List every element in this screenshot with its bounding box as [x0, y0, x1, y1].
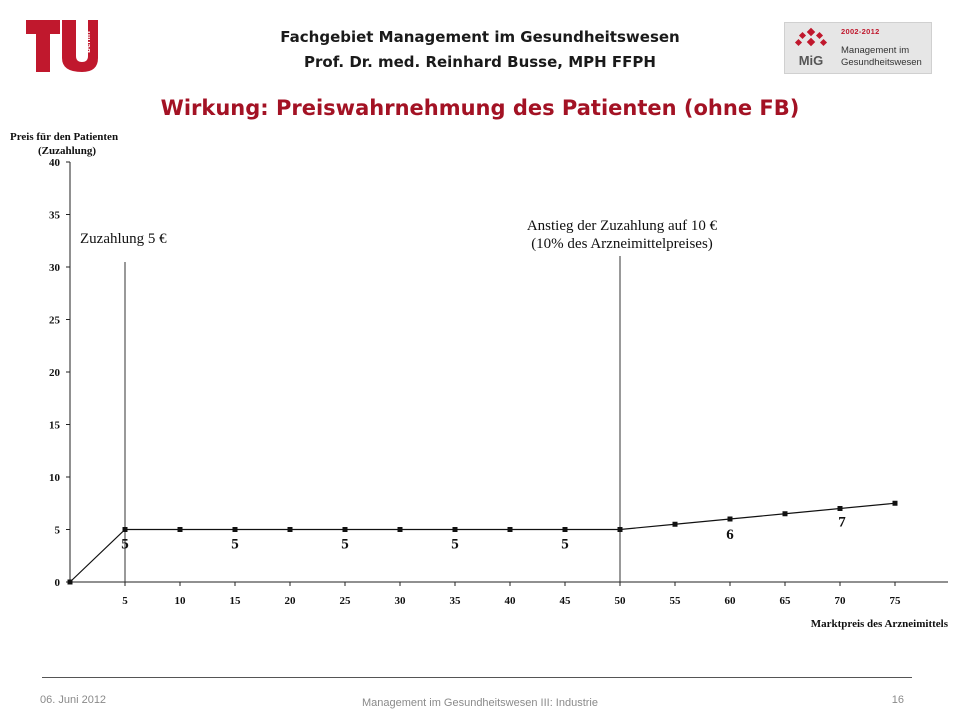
- data-point: [673, 522, 678, 527]
- data-point: [783, 511, 788, 516]
- annotation-text: (10% des Arzneimittelpreises): [531, 236, 713, 252]
- mig-logo: [784, 22, 932, 74]
- data-point: [68, 580, 73, 585]
- x-tick-label: 60: [724, 595, 736, 607]
- y-axis-title: Preis für den Patienten: [10, 131, 119, 143]
- x-tick-label: 35: [449, 595, 461, 607]
- data-point: [398, 527, 403, 532]
- data-label: 6: [726, 527, 734, 543]
- x-tick-label: 55: [669, 595, 681, 607]
- x-tick-label: 50: [614, 595, 626, 607]
- data-point: [123, 527, 128, 532]
- tu-berlin-logo: [24, 16, 100, 74]
- y-tick-label: 25: [49, 314, 60, 327]
- tu-logo-text: berlin: [83, 31, 92, 53]
- footer-divider: [42, 677, 912, 678]
- annotation-text: Anstieg der Zuzahlung auf 10 €: [526, 218, 718, 234]
- data-label: 5: [561, 536, 569, 553]
- x-axis-title: Marktpreis des Arzneimittels: [810, 618, 948, 630]
- data-point: [508, 527, 513, 532]
- data-point: [618, 527, 623, 532]
- data-point: [563, 527, 568, 532]
- x-tick-label: 30: [394, 595, 406, 607]
- footer-date: 06. Juni 2012: [40, 694, 107, 706]
- x-tick-label: 20: [284, 595, 296, 607]
- data-point: [728, 517, 733, 522]
- data-label: 5: [121, 536, 129, 553]
- y-tick-label: 5: [54, 524, 60, 537]
- data-point: [453, 527, 458, 532]
- mig-emblem: [789, 27, 833, 71]
- data-label: 5: [451, 536, 459, 553]
- x-tick-label: 70: [834, 595, 846, 607]
- mig-text-line1: Management im: [841, 45, 910, 56]
- data-point: [178, 527, 183, 532]
- y-tick-label: 10: [49, 472, 60, 484]
- data-point: [288, 527, 293, 532]
- x-tick-label: 25: [339, 595, 351, 607]
- data-point: [893, 501, 898, 506]
- y-tick-label: 15: [49, 419, 60, 432]
- page-number: 16: [891, 694, 904, 706]
- mig-text-line2: Gesundheitswesen: [841, 57, 922, 68]
- x-tick-label: 65: [779, 595, 791, 607]
- y-axis-title-line2: (Zuzahlung): [38, 145, 97, 157]
- data-label: 5: [341, 536, 349, 553]
- data-point: [838, 506, 843, 511]
- data-label: 5: [231, 536, 239, 553]
- mig-years: 2002-2012: [841, 27, 880, 36]
- x-tick-label: 15: [229, 595, 241, 607]
- data-point: [343, 527, 348, 532]
- x-tick-label: 5: [122, 595, 128, 607]
- y-tick-label: 35: [49, 209, 60, 222]
- series-line: [70, 503, 895, 582]
- copayment-line-chart: [0, 88, 960, 648]
- department-name: Fachgebiet Management im Gesundheitswesen: [280, 28, 680, 46]
- x-tick-label: 40: [504, 595, 516, 607]
- slide-title: Wirkung: Preiswahrnehmung des Patienten (ohne FB): [160, 96, 800, 120]
- data-label: 7: [838, 514, 846, 531]
- x-tick-label: 10: [174, 595, 186, 607]
- data-point: [233, 527, 238, 532]
- y-tick-label: 40: [49, 157, 60, 169]
- mig-mark-text: MiG: [798, 53, 824, 68]
- x-tick-label: 75: [889, 595, 901, 607]
- x-tick-label: 45: [559, 595, 571, 607]
- y-tick-label: 30: [49, 262, 60, 274]
- professor-name: Prof. Dr. med. Reinhard Busse, MPH FFPH: [304, 53, 656, 71]
- y-tick-label: 0: [54, 577, 60, 589]
- annotation-text: Zuzahlung 5 €: [80, 231, 167, 247]
- footer-course-title: Management im Gesundheitswesen III: Industrie: [361, 697, 598, 709]
- y-tick-label: 20: [49, 367, 60, 379]
